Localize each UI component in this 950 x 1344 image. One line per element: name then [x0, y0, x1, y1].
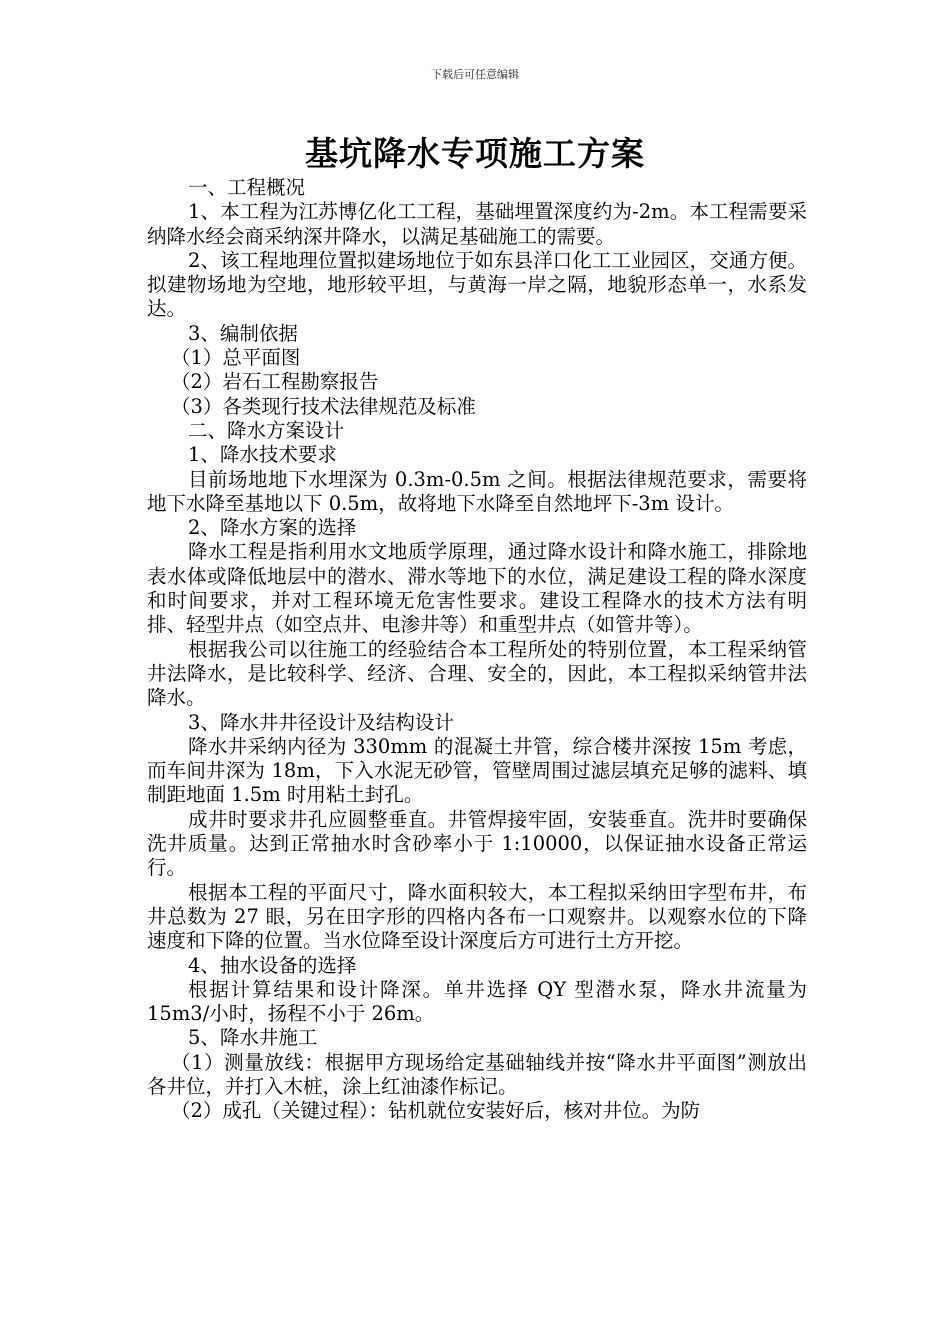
paragraph: （2）岩石工程勘察报告: [171, 370, 379, 394]
paragraph: （1）总平面图: [171, 346, 301, 370]
paragraph: 1、本工程为江苏博亿化工工程，基础埋置深度约为-2m。本工程需要采纳降水经会商采纳深井降水，以满足基础施工的需要。: [147, 200, 807, 248]
paragraph: 降水井采纳内径为 330mm 的混凝土井管，综合楼井深按 15m 考虑，而车间井深为 18m，下入水泥无砂管，管壁周围过滤层填充足够的滤料、填制距地面 1.5m 时用粘土封孔。: [147, 734, 807, 807]
paragraph: （1）测量放线：根据甲方现场给定基础轴线并按“降水井平面图”测放出各井位，并打入木桩，涂上红油漆作标记。: [147, 1050, 807, 1098]
paragraph: 一、工程概况: [188, 176, 306, 199]
paragraph: （2）成孔（关键过程）：钻机就位安装好后，核对井位。为防: [171, 1099, 701, 1123]
paragraph: 二、降水方案设计: [188, 418, 345, 442]
paragraph: （3）各类现行技术法律规范及标准: [171, 394, 476, 418]
document-body: [147, 176, 807, 1124]
paragraph: 4、抽水设备的选择: [188, 953, 357, 977]
paragraph: 3、编制依据: [188, 321, 298, 345]
paragraph: 2、该工程地理位置拟建场地位于如东县洋口化工工业园区，交通方便。拟建物场地为空地，地形较平坦，与黄海一岸之隔，地貌形态单一，水系发达。: [147, 248, 807, 321]
paragraph: 降水工程是指利用水文地质学原理，通过降水设计和降水施工，排除地表水体或降低地层中的潜水、滞水等地下的水位，满足建设工程的降水深度和时间要求，并对工程环境无危害性要求。建设工程降水的技术方法有明排、轻型井点（如空点井、电渗井等）和重型井点（如管井等）。: [147, 540, 807, 637]
paragraph: 根据计算结果和设计降深。单井选择 QY 型潜水泵，降水井流量为 15m3/小时，扬程不小于 26m。: [147, 977, 807, 1026]
paragraph: 根据我公司以往施工的经验结合本工程所处的特别位置，本工程采纳管井法降水，是比较科学、经济、合理、安全的，因此，本工程拟采纳管井法降水。: [147, 637, 807, 710]
paragraph: 根据本工程的平面尺寸，降水面积较大，本工程拟采纳田字型布井，布井总数为 27 眼，另在田字形的四格内各布一口观察井。以观察水位的下降速度和下降的位置。当水位降至设计深度后方可进行土方开挖。: [147, 880, 807, 953]
paragraph: 1、降水技术要求: [188, 443, 337, 467]
paragraph: 2、降水方案的选择: [188, 516, 357, 540]
header-note: 下载后可任意编辑: [431, 68, 519, 81]
paragraph: 成井时要求井孔应圆整垂直。井管焊接牢固，安装垂直。洗井时要确保洗井质量。达到正常抽水时含砂率小于 1:10000，以保证抽水设备正常运行。: [147, 807, 807, 880]
paragraph: 3、降水井井径设计及结构设计: [188, 710, 454, 734]
document-title: 基坑降水专项施工方案: [305, 134, 645, 173]
paragraph: 5、降水井施工: [188, 1026, 318, 1050]
paragraph: 目前场地地下水埋深为 0.3m-0.5m 之间。根据法律规范要求，需要将地下水降至基地以下 0.5m，故将地下水降至自然地坪下-3m 设计。: [147, 467, 807, 515]
